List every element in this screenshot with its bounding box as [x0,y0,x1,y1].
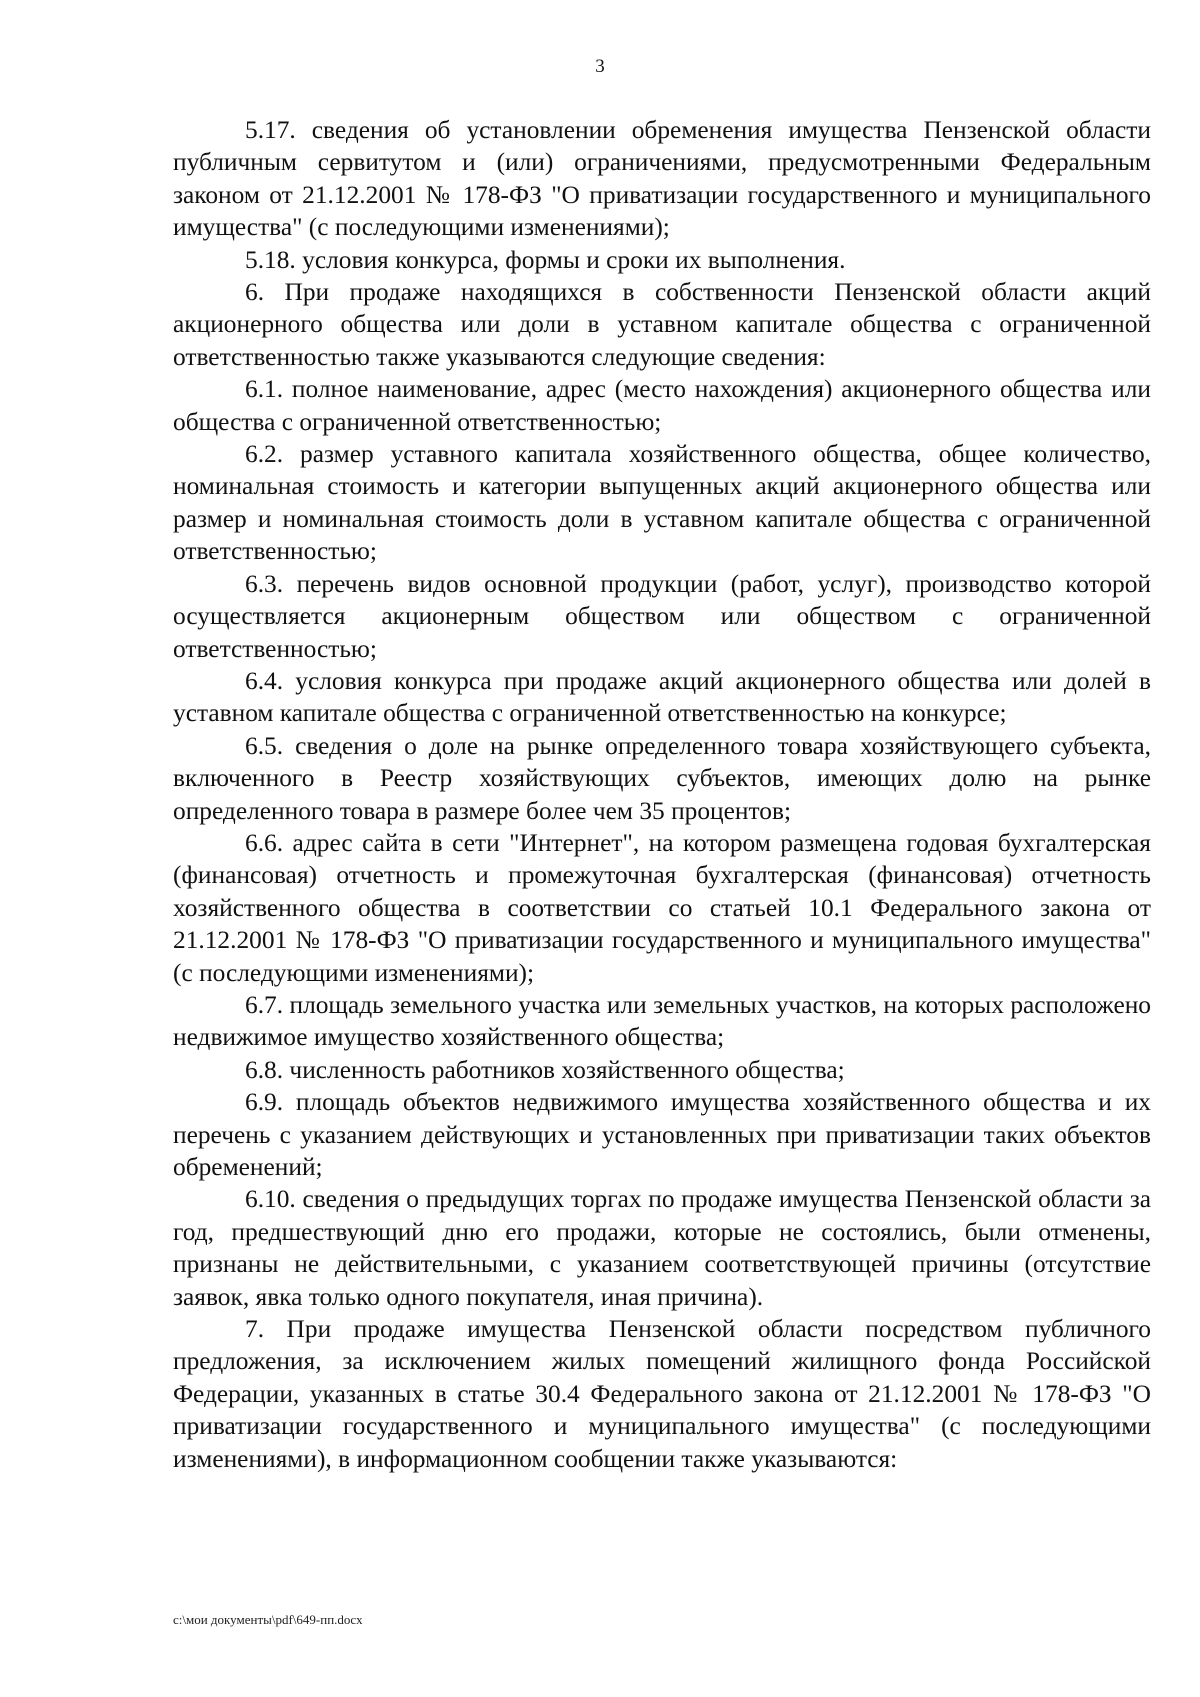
document-body [173,114,1151,1475]
paragraph-6-5: 6.5. сведения о доле на рынке определенного товара хозяйствующего субъекта, включенного в Реестр хозяйствующих субъектов, имеющих долю на рынке определенного товара в размере более чем 35 процентов; [173,731,1151,825]
paragraph-5-17: 5.17. сведения об установлении обременения имущества Пензенской области публичным сервитутом и (или) ограничениями, предусмотренными Федеральным законом от 21.12.2001 № 178-ФЗ "О приватизации государственного и муниципального имущества" (с последующими изменениями); [173,116,1151,242]
paragraph-6-7: 6.7. площадь земельного участка или земельных участков, на которых расположено недвижимое имущество хозяйственного общества; [173,990,1151,1052]
paragraph-6-3: 6.3. перечень видов основной продукции (работ, услуг), производство которой осуществляется акционерным обществом или обществом с ограниченной ответственностью; [173,569,1151,663]
footer-file-path: c:\мои документы\pdf\649-пп.docx [173,1612,363,1627]
paragraph-6-10: 6.10. сведения о предыдущих торгах по продаже имущества Пензенской области за год, предшествующий дню его продажи, которые не состоялись, были отменены, признаны не действительными, с указанием соответствующей причины (отсутствие заявок, явка только одного покупателя, иная причина). [173,1185,1151,1311]
page-number: 3 [595,56,605,77]
paragraph-6-2: 6.2. размер уставного капитала хозяйственного общества, общее количество, номинальная стоимость и категории выпущенных акций акционерного общества или размер и номинальная стоимость доли в уставном капитале общества с ограниченной ответственностью; [173,440,1151,566]
paragraph-7: 7. При продаже имущества Пензенской области посредством публичного предложения, за исключением жилых помещений жилищного фонда Российской Федерации, указанных в статье 30.4 Федерального закона от 21.12.2001 № 178-ФЗ "О приватизации государственного и муниципального имущества" (с последующими изменениями), в информационном сообщении также указываются: [173,1315,1151,1473]
paragraph-6-4: 6.4. условия конкурса при продаже акций акционерного общества или долей в уставном капитале общества с ограниченной ответственностью на конкурсе; [173,666,1151,728]
paragraph-6-8: 6.8. численность работников хозяйственного общества; [245,1055,845,1084]
paragraph-6-6: 6.6. адрес сайта в сети "Интернет", на котором размещена годовая бухгалтерская (финансовая) отчетность и промежуточная бухгалтерская (финансовая) отчетность хозяйственного общества в соответствии со статьей 10.1 Федерального закона от 21.12.2001 № 178-ФЗ "О приватизации государственного и муниципального имущества" (с последующими изменениями); [173,828,1151,987]
paragraph-6-1: 6.1. полное наименование, адрес (место нахождения) акционерного общества или общества с ограниченной ответственностью; [173,375,1151,436]
paragraph-6-9: 6.9. площадь объектов недвижимого имущества хозяйственного общества и их перечень с указанием действующих и установленных при приватизации таких объектов обременений; [173,1088,1151,1181]
paragraph-5-18: 5.18. условия конкурса, формы и сроки их выполнения. [245,245,846,274]
paragraph-6: 6. При продаже находящихся в собственности Пензенской области акций акционерного общества или доли в уставном капитале общества с ограниченной ответственностью также указываются следующие сведения: [173,278,1151,371]
